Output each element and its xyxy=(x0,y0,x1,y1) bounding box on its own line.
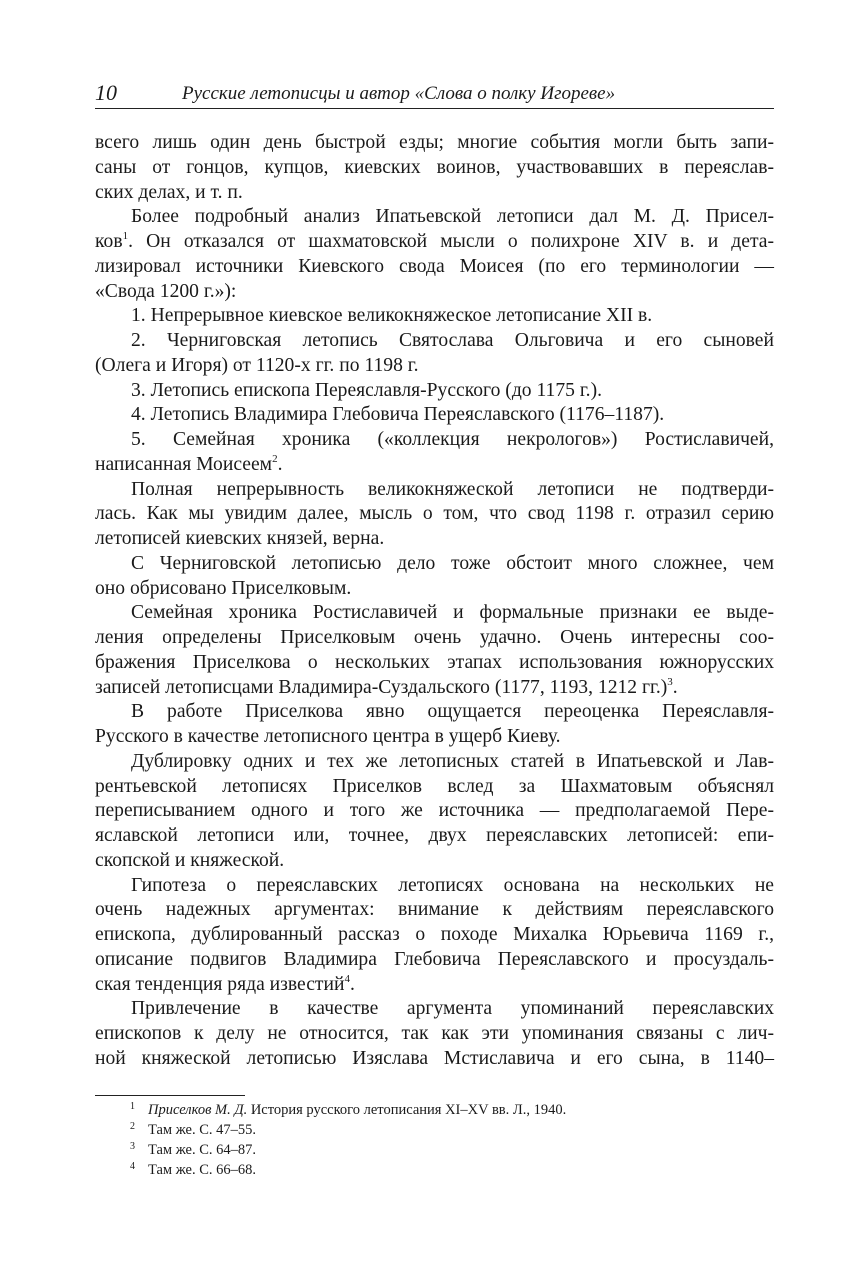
text-line-content: 3. Летопись епископа Переяславля-Русского (до 1175 г.). xyxy=(131,379,602,401)
page-header xyxy=(95,80,774,109)
footnote-number: 4 xyxy=(130,1161,135,1172)
text-line xyxy=(95,799,774,824)
footnote-text: Там же. С. 66–68. xyxy=(148,1162,257,1178)
footnote-ref: 2 xyxy=(272,452,278,465)
text-line-content: 4. Летопись Владимира Глебовича Переяславского (1176–1187). xyxy=(131,404,665,426)
footnote-number: 2 xyxy=(130,1121,135,1132)
text-line-content: Гипотеза о переяславских летописях основана на нескольких не xyxy=(131,874,774,896)
text-line xyxy=(95,750,774,775)
text-line xyxy=(95,1047,774,1072)
text-line-content: бражения Приселкова о нескольких этапах использования южнорусских xyxy=(95,651,774,673)
text-line-content: епископов к делу не относится, так как эти упоминания связаны с лич- xyxy=(95,1023,774,1044)
text-line xyxy=(95,601,774,626)
footnote-number: 3 xyxy=(130,1141,135,1152)
footnote-text: Там же. С. 64–87. xyxy=(148,1142,257,1158)
text-line-content: очень надежных аргументах: внимание к действиям переяславского xyxy=(95,899,774,921)
text-line-content: ков xyxy=(95,231,123,252)
text-line xyxy=(95,205,774,230)
text-line xyxy=(95,552,774,577)
text-line-content: Более подробный анализ Ипатьевской летописи дал М. Д. Присел- xyxy=(131,206,774,228)
text-line xyxy=(95,775,774,800)
text-line xyxy=(95,280,774,305)
text-line xyxy=(95,230,774,255)
page-number: 10 xyxy=(95,80,117,105)
text-line-content: В работе Приселкова явно ощущается переоценка Переяславля- xyxy=(131,701,774,723)
text-line-content: епископа, дублированный рассказ о походе Михалка Юрьевича 1169 г., xyxy=(95,924,774,945)
text-line xyxy=(95,156,774,181)
footnote-ref: 4 xyxy=(344,972,350,985)
text-line-content: Дублировку одних и тех же летописных статей в Ипатьевской и Лав- xyxy=(131,750,774,772)
text-line xyxy=(95,131,774,156)
text-line-content: яславской летописи или, точнее, двух переяславских летописей: епи- xyxy=(95,825,774,846)
text-line-content: скопской и княжеской. xyxy=(95,849,285,871)
text-line-content: 1. Непрерывное киевское великокняжеское летописание XII в. xyxy=(131,305,653,327)
footnote-author: Приселков М. Д. xyxy=(148,1102,248,1118)
text-line xyxy=(95,577,774,602)
text-line xyxy=(95,428,774,453)
text-line xyxy=(95,354,774,379)
text-line-content: (Олега и Игоря) от 1120-х гг. по 1198 г. xyxy=(95,354,419,376)
text-line xyxy=(95,725,774,750)
text-line-content: летописей киевских князей, верна. xyxy=(95,528,385,549)
text-line-content: оно обрисовано Приселковым. xyxy=(95,577,352,599)
text-line xyxy=(95,478,774,503)
text-line xyxy=(95,1022,774,1047)
text-line-continuation: . xyxy=(672,676,678,698)
text-line xyxy=(95,973,774,998)
text-line xyxy=(95,676,774,701)
text-line xyxy=(95,997,774,1022)
footnote-number: 1 xyxy=(130,1101,135,1112)
text-line-content: рентьевской летописях Приселков вслед за Шахматовым объяснял xyxy=(95,775,774,797)
text-line xyxy=(95,502,774,527)
footnote-divider xyxy=(95,1095,245,1096)
text-line-content: лизировал источники Киевского свода Моисея (по его терминологии — xyxy=(95,255,774,277)
text-line xyxy=(95,527,774,552)
text-line-content: 2. Черниговская летопись Святослава Ольговича и его сыновей xyxy=(131,330,774,351)
running-title: Русские летописцы и автор «Слова о полку Игореве» xyxy=(182,83,616,104)
text-line xyxy=(95,403,774,428)
footnote xyxy=(126,1120,776,1140)
footnote xyxy=(126,1140,776,1160)
text-line-content: записей летописцами Владимира-Суздальского (1177, 1193, 1212 гг.) xyxy=(95,676,668,698)
text-line xyxy=(95,626,774,651)
text-line-content: переписыванием одного и того же источника — предполагаемой Пере- xyxy=(95,800,774,822)
text-line-content: Привлечение в качестве аргумента упоминаний переяславских xyxy=(131,998,774,1020)
text-line-content: Русского в качестве летописного центра в ущерб Киеву. xyxy=(95,726,561,747)
footnote-ref: 1 xyxy=(122,230,129,242)
text-line-continuation: . xyxy=(277,453,283,475)
text-line-content: «Свода 1200 г.»): xyxy=(95,280,237,302)
text-line xyxy=(95,874,774,899)
text-line-content: 5. Семейная хроника («коллекция некрологов») Ростиславичей, xyxy=(131,429,774,450)
text-line xyxy=(95,923,774,948)
footnote xyxy=(126,1160,776,1180)
text-line-content: саны от гонцов, купцов, киевских воинов, участвовавших в переяслав- xyxy=(95,156,774,178)
text-line-continuation: . xyxy=(349,973,355,995)
text-line-content: ская тенденция ряда известий xyxy=(95,973,345,995)
text-line xyxy=(95,898,774,923)
footnote-text: История русского летописания XI–XV вв. Л., 1940. xyxy=(247,1102,567,1118)
main-text xyxy=(95,131,774,1072)
text-line xyxy=(95,453,774,478)
text-line-content: всего лишь один день быстрой езды; многие события могли быть запи- xyxy=(95,132,774,153)
text-line-content: ной княжеской летописью Изяслава Мстиславича и его сына, в 1140– xyxy=(95,1047,774,1069)
footnote xyxy=(126,1100,776,1120)
text-line xyxy=(95,304,774,329)
text-line xyxy=(95,255,774,280)
text-line xyxy=(95,948,774,973)
text-line xyxy=(95,329,774,354)
text-line xyxy=(95,379,774,404)
text-line-content: ских делах, и т. п. xyxy=(95,181,243,203)
text-line-content: написанная Моисеем xyxy=(95,453,273,475)
footnote-ref: 3 xyxy=(667,675,673,688)
text-line xyxy=(95,849,774,874)
footnotes xyxy=(126,1100,776,1180)
text-line xyxy=(95,700,774,725)
text-line-content: лась. Как мы увидим далее, мысль о том, что свод 1198 г. отразил серию xyxy=(95,503,774,525)
text-line-content: Семейная хроника Ростиславичей и формальные признаки ее выде- xyxy=(131,602,774,624)
text-line-content: С Черниговской летописью дело тоже обстоит много сложнее, чем xyxy=(131,552,774,574)
text-line-content: ления определены Приселковым очень удачно. Очень интересны соо- xyxy=(95,627,774,648)
text-line xyxy=(95,651,774,676)
text-line-content: Полная непрерывность великокняжеской летописи не подтверди- xyxy=(131,478,774,500)
text-line xyxy=(95,181,774,206)
text-line-content: описание подвигов Владимира Глебовича Переяславского и просуздаль- xyxy=(95,948,774,970)
text-line xyxy=(95,824,774,849)
text-line-continuation: . Он отказался от шахматовской мысли о полихроне XIV в. и дета- xyxy=(128,231,774,252)
footnote-text: Там же. С. 47–55. xyxy=(148,1122,257,1138)
